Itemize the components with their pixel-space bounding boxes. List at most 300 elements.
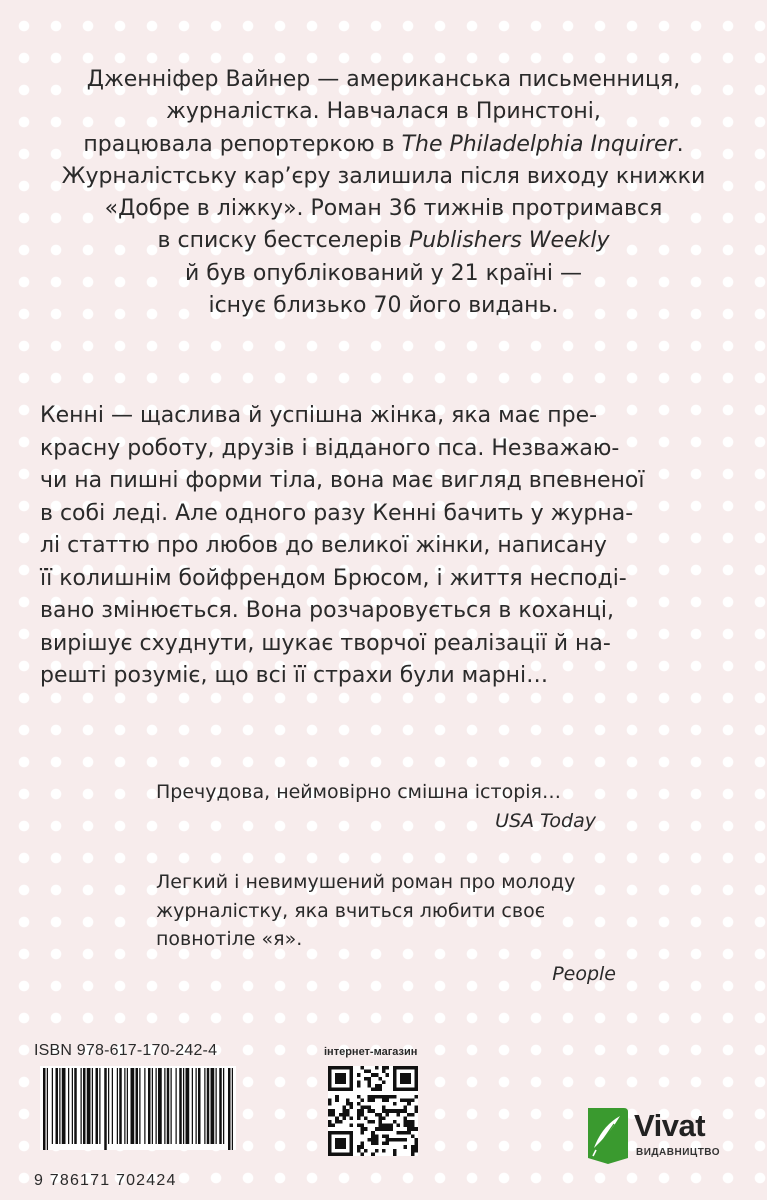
- qr-module: [382, 1106, 386, 1110]
- barcode-bar: [186, 1068, 190, 1144]
- qr-module: [404, 1080, 408, 1084]
- qr-module: [364, 1077, 368, 1081]
- qr-module: [386, 1138, 390, 1142]
- qr-module: [375, 1127, 379, 1131]
- qr-module: [396, 1124, 400, 1128]
- quote-text: повнотіле «я».: [156, 928, 303, 950]
- barcode-bar: [228, 1068, 231, 1150]
- qr-module: [368, 1070, 372, 1074]
- qr-module: [328, 1152, 332, 1156]
- qr-module: [386, 1095, 390, 1099]
- synopsis-line: решті розуміє, що всі її страхи були марні…: [40, 663, 549, 688]
- barcode-bar: [136, 1068, 139, 1144]
- barcode-bar: [72, 1068, 73, 1144]
- barcode-bar: [62, 1068, 66, 1144]
- bio-line: Дженніфер Вайнер — американська письменниця,: [86, 67, 681, 92]
- barcode-bar: [104, 1068, 107, 1150]
- qr-module: [404, 1098, 408, 1102]
- barcode-bar: [47, 1068, 48, 1150]
- qr-module: [411, 1098, 415, 1102]
- author-bio: [50, 64, 717, 322]
- synopsis-line: красну роботу, друзів і відданого пса. Незважаю-: [40, 435, 620, 461]
- qr-module: [407, 1131, 411, 1135]
- qr-module: [332, 1088, 336, 1092]
- qr-module: [378, 1084, 382, 1088]
- qr-module: [346, 1102, 350, 1106]
- barcode-bar: [117, 1068, 118, 1144]
- qr-module: [411, 1120, 415, 1124]
- qr-module: [382, 1109, 386, 1113]
- qr-module: [368, 1109, 372, 1113]
- qr-module: [382, 1080, 386, 1084]
- qr-module: [350, 1084, 354, 1088]
- qr-module: [332, 1066, 336, 1070]
- qr-module: [360, 1109, 364, 1113]
- qr-module: [357, 1080, 361, 1084]
- qr-module: [328, 1131, 332, 1135]
- qr-module: [396, 1109, 400, 1113]
- qr-module: [382, 1134, 386, 1138]
- qr-module: [368, 1080, 372, 1084]
- qr-module: [371, 1088, 375, 1092]
- qr-module: [332, 1109, 336, 1113]
- qr-module: [407, 1073, 411, 1077]
- bio-line: й був опублікований у 21 країні —: [185, 260, 582, 286]
- qr-module: [404, 1088, 408, 1092]
- synopsis-line: вано змінюється. Вона розчаровується в коханці,: [40, 598, 615, 623]
- qr-module: [364, 1106, 368, 1110]
- qr-module: [350, 1106, 354, 1110]
- barcode-image: [40, 1066, 236, 1150]
- qr-module: [360, 1142, 364, 1146]
- qr-module: [414, 1138, 418, 1142]
- qr-module: [332, 1152, 336, 1156]
- qr-module: [389, 1095, 393, 1099]
- qr-module: [396, 1088, 400, 1092]
- qr-module: [414, 1070, 418, 1074]
- quote-text: Легкий і невимушений роман про молоду: [156, 871, 576, 893]
- qr-module: [393, 1138, 397, 1142]
- qr-module: [328, 1109, 332, 1113]
- qr-module: [393, 1070, 397, 1074]
- newspaper-title: The Philadelphia Inquirer: [401, 131, 677, 157]
- qr-module: [386, 1124, 390, 1128]
- barcode-bar: [183, 1068, 184, 1144]
- qr-module: [375, 1095, 379, 1099]
- qr-module: [350, 1149, 354, 1153]
- qr-module: [350, 1134, 354, 1138]
- qr-code-image: [328, 1066, 418, 1156]
- qr-module: [411, 1127, 415, 1131]
- qr-module: [364, 1127, 368, 1131]
- qr-module: [335, 1120, 339, 1124]
- barcode-bar: [83, 1068, 86, 1144]
- qr-module: [342, 1109, 346, 1113]
- barcode-bar: [192, 1068, 193, 1144]
- qr-module: [371, 1098, 375, 1102]
- qr-module: [393, 1084, 397, 1088]
- barcode-bar: [176, 1068, 177, 1144]
- qr-module: [328, 1084, 332, 1088]
- qr-module: [414, 1106, 418, 1110]
- barcode-bar: [196, 1068, 197, 1144]
- qr-module: [414, 1142, 418, 1146]
- qr-module: [396, 1066, 400, 1070]
- qr-module: [357, 1145, 361, 1149]
- barcode-bar: [223, 1068, 224, 1144]
- quote-text: Пречудова, неймовірно смішна історія…: [156, 781, 561, 803]
- qr-module: [335, 1142, 339, 1146]
- barcode-bar: [179, 1068, 182, 1144]
- qr-module: [378, 1095, 382, 1099]
- qr-module: [382, 1116, 386, 1120]
- qr-module: [328, 1113, 332, 1117]
- qr-module: [371, 1152, 375, 1156]
- qr-module: [339, 1145, 343, 1149]
- qr-module: [342, 1066, 346, 1070]
- qr-module: [382, 1066, 386, 1070]
- qr-module: [342, 1142, 346, 1146]
- qr-module: [378, 1127, 382, 1131]
- qr-module: [328, 1066, 332, 1070]
- barcode-bar: [92, 1068, 93, 1144]
- isbn-text: ISBN 978-617-170-242-4: [34, 1042, 218, 1059]
- qr-module: [404, 1106, 408, 1110]
- qr-module: [404, 1116, 408, 1120]
- isbn-barcode: [34, 1042, 242, 1189]
- qr-module: [400, 1098, 404, 1102]
- qr-module: [364, 1149, 368, 1153]
- qr-module: [328, 1124, 332, 1128]
- qr-module: [411, 1149, 415, 1153]
- barcode-digits: 9 786171 702424: [34, 1172, 177, 1189]
- qr-module: [339, 1138, 343, 1142]
- qr-module: [407, 1102, 411, 1106]
- qr-module: [407, 1098, 411, 1102]
- shop-qr: [324, 1046, 424, 1161]
- qr-module: [357, 1084, 361, 1088]
- qr-module: [393, 1077, 397, 1081]
- qr-module: [328, 1070, 332, 1074]
- barcode-bar: [52, 1068, 53, 1144]
- qr-module: [350, 1142, 354, 1146]
- qr-module: [375, 1088, 379, 1092]
- qr-module: [357, 1073, 361, 1077]
- qr-module: [414, 1077, 418, 1081]
- qr-module: [414, 1080, 418, 1084]
- qr-module: [414, 1145, 418, 1149]
- qr-module: [357, 1102, 361, 1106]
- qr-module: [386, 1142, 390, 1146]
- qr-module: [360, 1113, 364, 1117]
- qr-module: [357, 1113, 361, 1117]
- qr-module: [400, 1109, 404, 1113]
- qr-module: [332, 1131, 336, 1135]
- qr-module: [335, 1152, 339, 1156]
- qr-module: [342, 1077, 346, 1081]
- qr-module: [332, 1124, 336, 1128]
- qr-module: [328, 1088, 332, 1092]
- qr-module: [407, 1113, 411, 1117]
- qr-module: [335, 1145, 339, 1149]
- qr-module: [396, 1113, 400, 1117]
- qr-module: [368, 1120, 372, 1124]
- qr-module: [375, 1113, 379, 1117]
- qr-module: [404, 1138, 408, 1142]
- qr-module: [339, 1080, 343, 1084]
- barcode-bar: [87, 1068, 91, 1144]
- qr-module: [411, 1134, 415, 1138]
- bio-line: існує близько 70 його видань.: [208, 293, 559, 319]
- synopsis-line: лі статтю про любов до великої жінки, написану: [40, 533, 607, 558]
- qr-module: [371, 1138, 375, 1142]
- qr-module: [342, 1106, 346, 1110]
- qr-module: [332, 1113, 336, 1117]
- qr-module: [411, 1113, 415, 1117]
- qr-module: [411, 1066, 415, 1070]
- bio-line: в списку бестселерів Publishers Weekly: [157, 228, 610, 254]
- barcode-bar: [232, 1068, 233, 1150]
- qr-module: [350, 1145, 354, 1149]
- qr-module: [350, 1088, 354, 1092]
- qr-module: [368, 1084, 372, 1088]
- qr-module: [389, 1109, 393, 1113]
- qr-module: [378, 1116, 382, 1120]
- qr-module: [357, 1124, 361, 1128]
- qr-module: [393, 1080, 397, 1084]
- qr-module: [411, 1145, 415, 1149]
- qr-module: [339, 1120, 343, 1124]
- qr-module: [346, 1066, 350, 1070]
- qr-module: [346, 1131, 350, 1135]
- qr-module: [335, 1116, 339, 1120]
- qr-module: [342, 1113, 346, 1117]
- barcode-bar: [156, 1068, 157, 1144]
- quill-logo-icon: [584, 1106, 630, 1166]
- publisher-name: Vivat: [634, 1108, 706, 1143]
- qr-module: [339, 1077, 343, 1081]
- qr-module: [335, 1095, 339, 1099]
- qr-module: [335, 1098, 339, 1102]
- qr-module: [414, 1109, 418, 1113]
- qr-module: [371, 1095, 375, 1099]
- magazine-title: Publishers Weekly: [408, 228, 610, 254]
- qr-module: [404, 1120, 408, 1124]
- barcode-bar: [211, 1068, 215, 1144]
- qr-module: [342, 1152, 346, 1156]
- qr-module: [411, 1088, 415, 1092]
- barcode-bar: [167, 1068, 170, 1144]
- barcode-bar: [56, 1068, 59, 1144]
- barcode-bar: [59, 1068, 60, 1144]
- qr-module: [346, 1098, 350, 1102]
- qr-module: [414, 1084, 418, 1088]
- qr-module: [364, 1116, 368, 1120]
- qr-module: [386, 1113, 390, 1117]
- barcode-bar: [216, 1068, 217, 1144]
- qr-module: [350, 1131, 354, 1135]
- qr-module: [378, 1120, 382, 1124]
- qr-module: [386, 1066, 390, 1070]
- qr-module: [335, 1138, 339, 1142]
- qr-module: [414, 1088, 418, 1092]
- qr-module: [411, 1124, 415, 1128]
- qr-module: [368, 1098, 372, 1102]
- qr-module: [407, 1127, 411, 1131]
- qr-module: [414, 1073, 418, 1077]
- qr-module: [350, 1070, 354, 1074]
- bio-line: Журналістську кар’єру залишила після виходу книжки: [61, 163, 706, 189]
- qr-module: [407, 1088, 411, 1092]
- qr-module: [328, 1080, 332, 1084]
- barcode-bar: [139, 1068, 140, 1144]
- qr-module: [360, 1098, 364, 1102]
- qr-module: [414, 1149, 418, 1153]
- qr-module: [335, 1066, 339, 1070]
- qr-module: [400, 1138, 404, 1142]
- qr-module: [393, 1066, 397, 1070]
- qr-module: [407, 1077, 411, 1081]
- qr-module: [393, 1120, 397, 1124]
- barcode-bar: [81, 1068, 82, 1144]
- qr-module: [404, 1145, 408, 1149]
- qr-module: [339, 1113, 343, 1117]
- qr-module: [375, 1084, 379, 1088]
- qr-module: [350, 1073, 354, 1077]
- qr-module: [346, 1088, 350, 1092]
- qr-module: [360, 1131, 364, 1135]
- qr-module: [414, 1066, 418, 1070]
- qr-module: [339, 1066, 343, 1070]
- qr-module: [371, 1131, 375, 1135]
- qr-module: [378, 1077, 382, 1081]
- barcode-bar: [207, 1068, 210, 1144]
- qr-module: [386, 1127, 390, 1131]
- qr-module: [375, 1134, 379, 1138]
- qr-module: [342, 1145, 346, 1149]
- qr-module: [378, 1124, 382, 1128]
- bio-line: «Добре в ліжку». Роман 36 тижнів протримався: [104, 196, 663, 222]
- qr-module: [375, 1142, 379, 1146]
- qr-module: [339, 1152, 343, 1156]
- qr-module: [393, 1152, 397, 1156]
- qr-module: [371, 1142, 375, 1146]
- qr-module: [393, 1095, 397, 1099]
- barcode-bar: [204, 1068, 205, 1144]
- qr-module: [375, 1149, 379, 1153]
- qr-module: [328, 1145, 332, 1149]
- qr-module: [386, 1073, 390, 1077]
- qr-module: [342, 1080, 346, 1084]
- bio-line: журналістка. Навчалася в Принстоні,: [166, 99, 601, 125]
- quote-source: People: [552, 962, 616, 985]
- qr-module: [335, 1088, 339, 1092]
- synopsis-line: вирішує схуднути, шукає творчої реалізації й на-: [40, 630, 611, 656]
- qr-module: [346, 1113, 350, 1117]
- quote-source: USA Today: [495, 810, 596, 832]
- qr-module: [328, 1134, 332, 1138]
- barcode-bar: [68, 1068, 69, 1144]
- qr-module: [371, 1134, 375, 1138]
- qr-module: [407, 1124, 411, 1128]
- qr-module: [328, 1073, 332, 1077]
- qr-module: [328, 1077, 332, 1081]
- qr-module: [414, 1095, 418, 1099]
- qr-module: [357, 1116, 361, 1120]
- qr-module: [346, 1152, 350, 1156]
- qr-module: [368, 1095, 372, 1099]
- qr-module: [328, 1102, 332, 1106]
- qr-module: [339, 1142, 343, 1146]
- qr-module: [414, 1127, 418, 1131]
- qr-module: [339, 1131, 343, 1135]
- qr-module: [342, 1073, 346, 1077]
- qr-module: [389, 1138, 393, 1142]
- qr-module: [368, 1077, 372, 1081]
- qr-module: [382, 1095, 386, 1099]
- qr-module: [389, 1124, 393, 1128]
- qr-module: [328, 1138, 332, 1142]
- qr-module: [328, 1120, 332, 1124]
- qr-module: [339, 1088, 343, 1092]
- qr-module: [371, 1109, 375, 1113]
- publisher-subtitle: ВИДАВНИЦТВО: [636, 1147, 721, 1158]
- qr-module: [393, 1149, 397, 1153]
- qr-module: [364, 1070, 368, 1074]
- qr-module: [360, 1127, 364, 1131]
- qr-module: [360, 1106, 364, 1110]
- qr-module: [404, 1124, 408, 1128]
- qr-module: [400, 1088, 404, 1092]
- qr-module: [342, 1138, 346, 1142]
- barcode-bar: [152, 1068, 153, 1144]
- qr-module: [342, 1131, 346, 1135]
- qr-module: [335, 1073, 339, 1077]
- barcode-bar: [119, 1068, 122, 1144]
- qr-module: [386, 1098, 390, 1102]
- qr-module: [360, 1152, 364, 1156]
- qr-module: [368, 1138, 372, 1142]
- bio-line: працювала репортеркою в The Philadelphia Inquirer.: [83, 131, 684, 157]
- qr-module: [389, 1127, 393, 1131]
- qr-module: [342, 1088, 346, 1092]
- qr-module: [382, 1124, 386, 1128]
- qr-module: [346, 1109, 350, 1113]
- qr-module: [378, 1088, 382, 1092]
- barcode-bar: [74, 1068, 77, 1144]
- qr-module: [386, 1134, 390, 1138]
- qr-module: [339, 1073, 343, 1077]
- publisher-logo: [584, 1106, 721, 1172]
- qr-module: [404, 1131, 408, 1135]
- qr-module: [378, 1113, 382, 1117]
- barcode-bar: [99, 1068, 100, 1144]
- qr-module: [350, 1077, 354, 1081]
- qr-module: [335, 1080, 339, 1084]
- qr-module: [371, 1073, 375, 1077]
- qr-module: [382, 1098, 386, 1102]
- qr-module: [360, 1066, 364, 1070]
- qr-module: [357, 1149, 361, 1153]
- barcode-bar: [148, 1068, 151, 1144]
- qr-module: [382, 1070, 386, 1074]
- qr-module: [393, 1073, 397, 1077]
- qr-module: [335, 1077, 339, 1081]
- qr-module: [350, 1124, 354, 1128]
- qr-module: [407, 1120, 411, 1124]
- qr-module: [328, 1098, 332, 1102]
- barcode-bar: [158, 1068, 162, 1144]
